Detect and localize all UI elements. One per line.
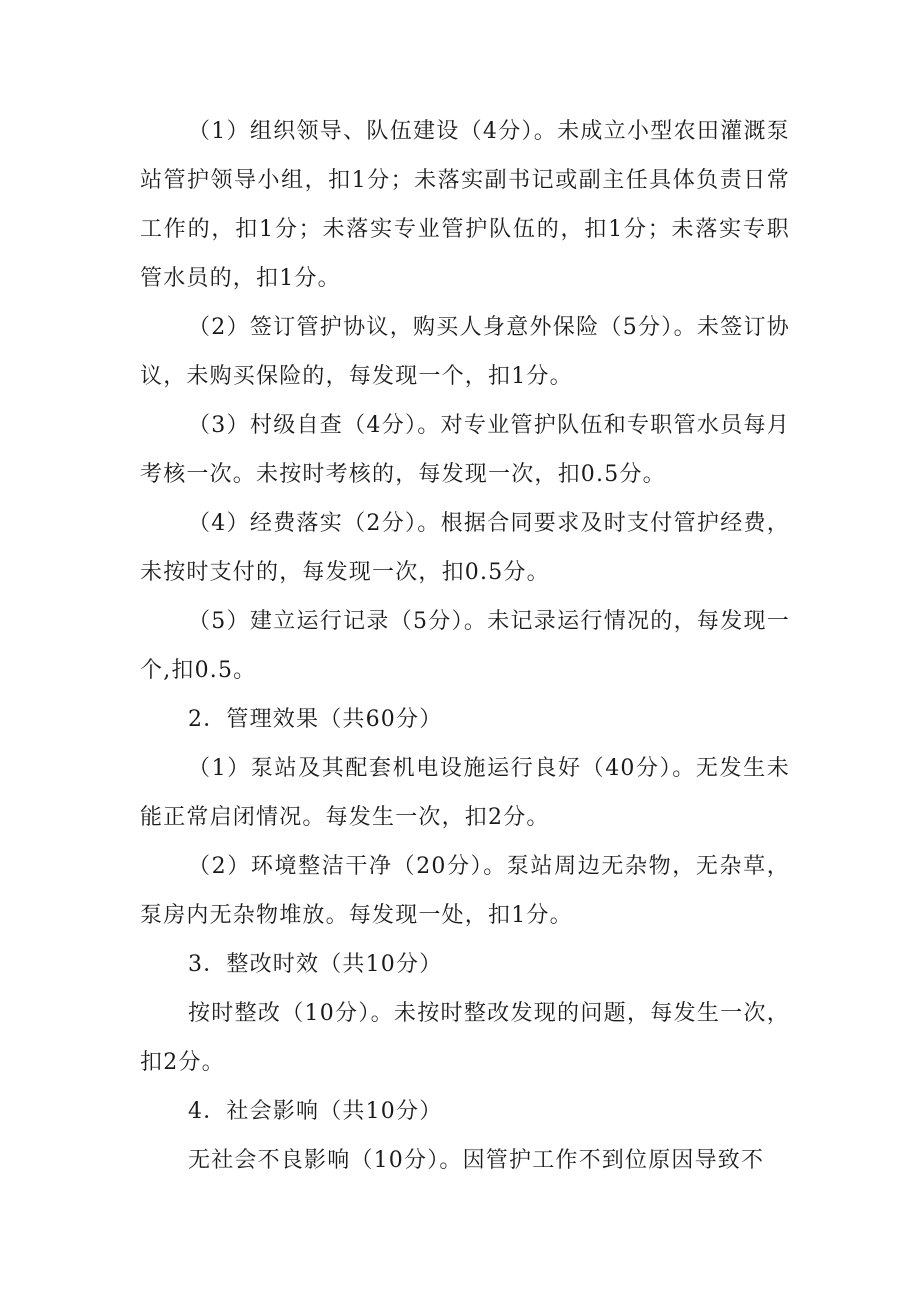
paragraph-operation-records: （5）建立运行记录（5分）。未记录运行情况的，每发现一个,扣0.5。 — [140, 609, 790, 683]
paragraph-pump-operation: （1）泵站及其配套机电设施运行良好（40分）。无发生未能正常启闭情况。每发生一次，扣2分。 — [140, 756, 790, 830]
paragraph-environment: （2）环境整洁干净（20分）。泵站周边无杂物，无杂草，泵房内无杂物堆放。每发现一处，扣1分。 — [140, 854, 790, 928]
paragraph-funding: （4）经费落实（2分）。根据合同要求及时支付管护经费，未按时支付的，每发现一次，扣0.5分。 — [140, 511, 790, 585]
paragraph-management-agreement: （2）签订管护协议，购买人身意外保险（5分）。未签订协议，未购买保险的，每发现一个，扣1分。 — [140, 315, 790, 389]
paragraph-no-adverse-impact: 无社会不良影响（10分）。因管护工作不到位原因导致不 — [188, 1148, 765, 1173]
paragraph-village-self-check: （3）村级自查（4分）。对专业管护队伍和专职管水员每月考核一次。未按时考核的，每发现一次，扣0.5分。 — [140, 413, 790, 487]
heading-rectification: 3．整改时效（共10分） — [188, 952, 443, 977]
heading-social-impact: 4．社会影响（共10分） — [188, 1099, 443, 1124]
paragraph-rectification-on-time: 按时整改（10分）。未按时整改发现的问题，每发生一次，扣2分。 — [140, 1001, 790, 1075]
heading-management-effect: 2．管理效果（共60分） — [188, 707, 443, 732]
paragraph-organization-leadership: （1）组织领导、队伍建设（4分）。未成立小型农田灌溉泵站管护领导小组，扣1分；未落实副书记或副主任具体负责日常工作的，扣1分；未落实专业管护队伍的，扣1分；未落实专职管水员的，扣1分。 — [140, 119, 790, 291]
